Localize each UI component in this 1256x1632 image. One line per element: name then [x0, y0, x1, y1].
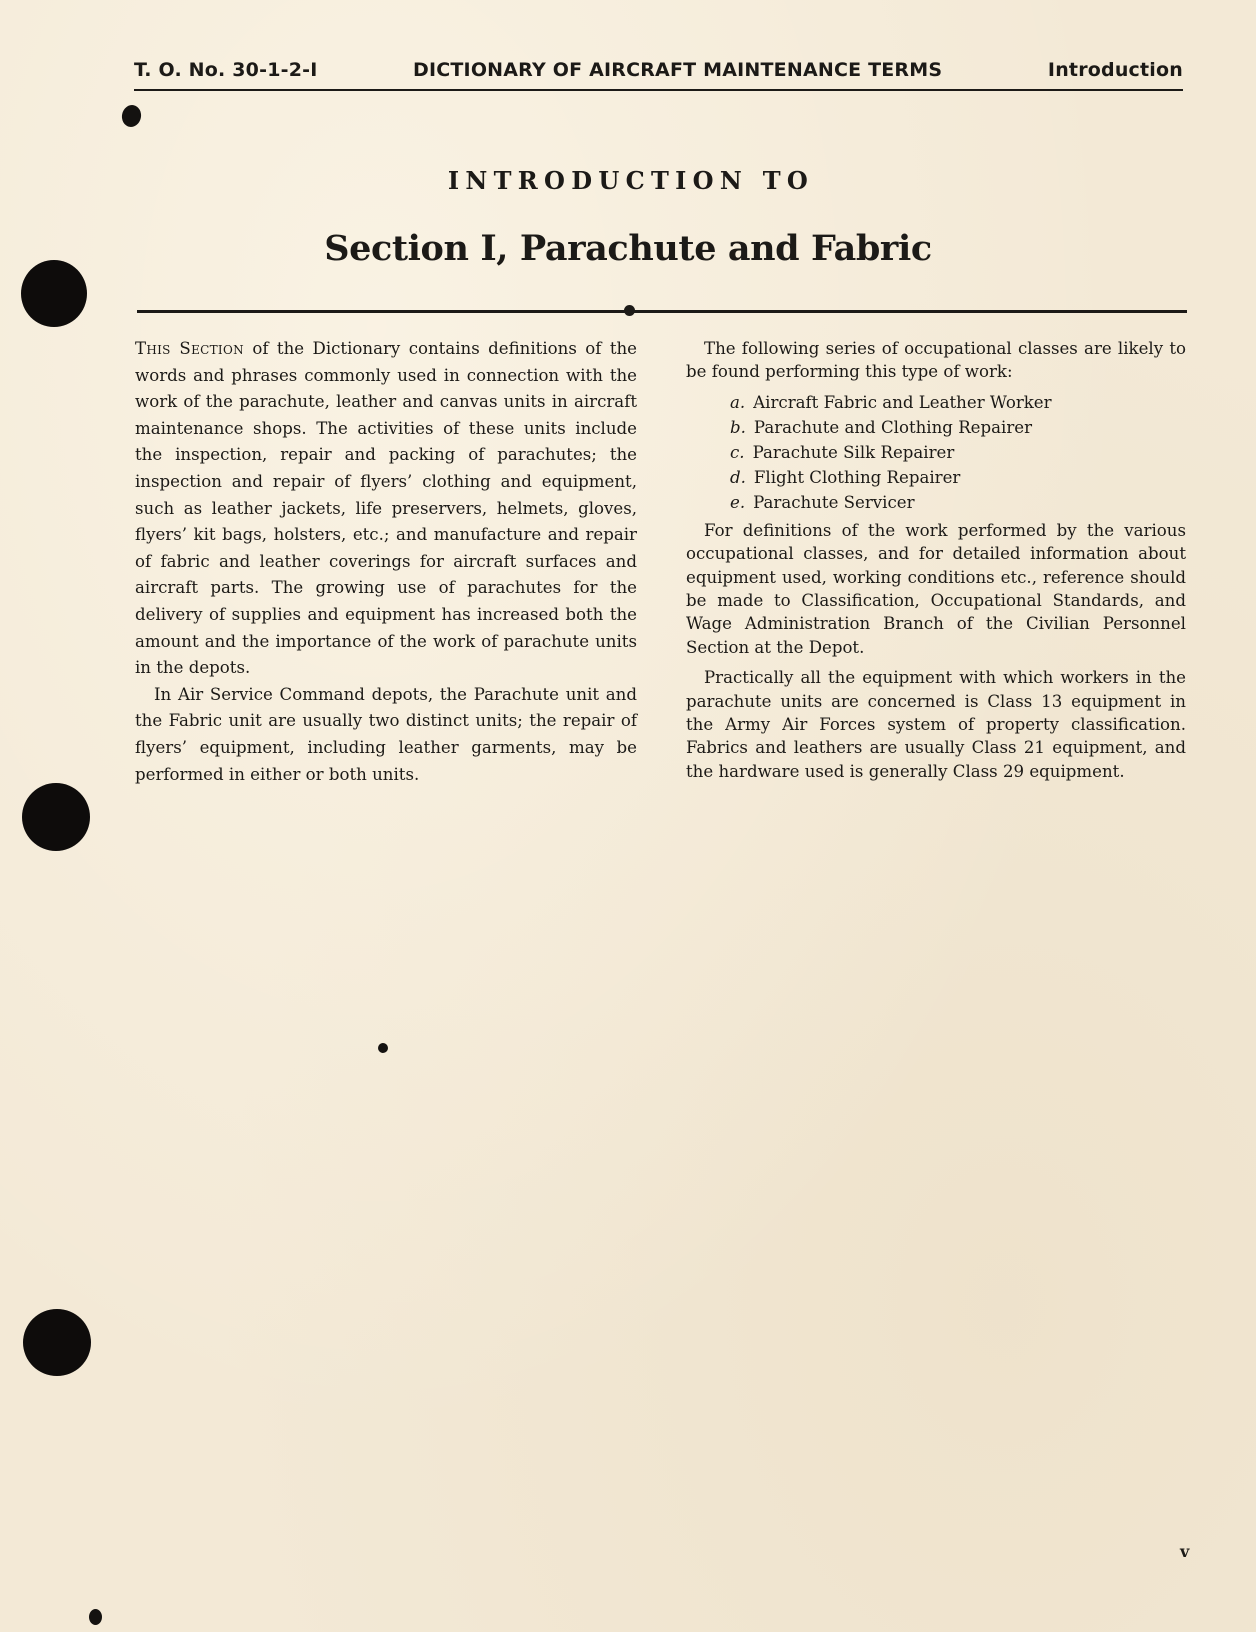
equipment-class-paragraph: Practically all the equipment with which workers in the parachute units are concerned is Class 13 equipment in the Army Air Forces system of property classification. Fabrics and leathers are usually Class 21 equipment, and the hardware used is generally Class 29 equipment. — [686, 668, 1186, 781]
list-item — [730, 415, 1186, 440]
punch-hole-top — [21, 260, 87, 327]
list-text: Parachute Servicer — [753, 492, 915, 512]
document-number: T. O. No. 30-1-2-I — [134, 59, 318, 81]
list-label: b. — [730, 417, 746, 437]
depots-paragraph: In Air Service Command depots, the Parachute unit and the Fabric unit are usually two distinct units; the repair of flyers’ equipment, including leather garments, may be performed in either or both units. — [135, 684, 637, 784]
left-column — [135, 336, 637, 788]
definitions-paragraph: For definitions of the work performed by the various occupational classes, and for detailed information about equipment used, working conditions etc., reference should be made to Classification, Occupational Standards, and Wage Administration Branch of the Civilian Personnel Section at the Depot. — [686, 520, 1186, 657]
list-text: Aircraft Fabric and Leather Worker — [753, 392, 1052, 412]
intro-paragraph-text: of the Dictionary contains definitions of the words and phrases commonly used in connection with the work of the parachute, leather and canvas units in aircraft maintenance shops. The activities of these units include the inspection, repair and packing of parachutes; the inspection and repair of flyers’ clothing and equipment, such as leather jackets, life preservers, helmets, gloves, flyers’ kit bags, holsters, etc.; and manufacture and repair of fabric and leather coverings for aircraft surfaces and aircraft parts. The growing use of parachutes for the delivery of supplies and equipment has increased both the amount and the importance of the work of parachute units in the depots. — [135, 339, 637, 678]
ink-speck — [120, 103, 143, 128]
punch-hole-bottom — [23, 1309, 91, 1376]
list-label: c. — [730, 442, 745, 462]
classes-intro: The following series of occupational classes are likely to be found performing this type of work: — [686, 339, 1186, 382]
list-item — [730, 490, 1186, 515]
page-title: Section I, Parachute and Fabric — [324, 228, 932, 269]
list-text: Parachute and Clothing Repairer — [753, 417, 1033, 437]
list-label: a. — [730, 392, 746, 412]
right-column — [686, 337, 1186, 783]
ink-speck — [378, 1043, 388, 1053]
section-label: Introduction — [1047, 59, 1183, 81]
list-label: e. — [730, 492, 746, 512]
list-item — [730, 390, 1186, 415]
punch-hole-middle — [22, 783, 90, 851]
rule-ornament — [624, 305, 635, 316]
occupational-classes-list — [686, 390, 1186, 515]
lead-in: This Section — [135, 339, 244, 358]
title-rule — [137, 310, 1187, 313]
list-item — [730, 465, 1186, 490]
intro-paragraph — [135, 336, 637, 682]
list-label: d. — [730, 467, 746, 487]
page-number: v — [1180, 1542, 1190, 1561]
list-text: Flight Clothing Repairer — [753, 467, 961, 487]
document-title: DICTIONARY OF AIRCRAFT MAINTENANCE TERMS — [413, 59, 943, 81]
heading-kicker: INTRODUCTION TO — [447, 166, 815, 195]
list-text: Parachute Silk Repairer — [752, 442, 955, 462]
list-item — [730, 440, 1186, 465]
ink-speck — [89, 1609, 102, 1625]
running-header — [134, 57, 1183, 91]
